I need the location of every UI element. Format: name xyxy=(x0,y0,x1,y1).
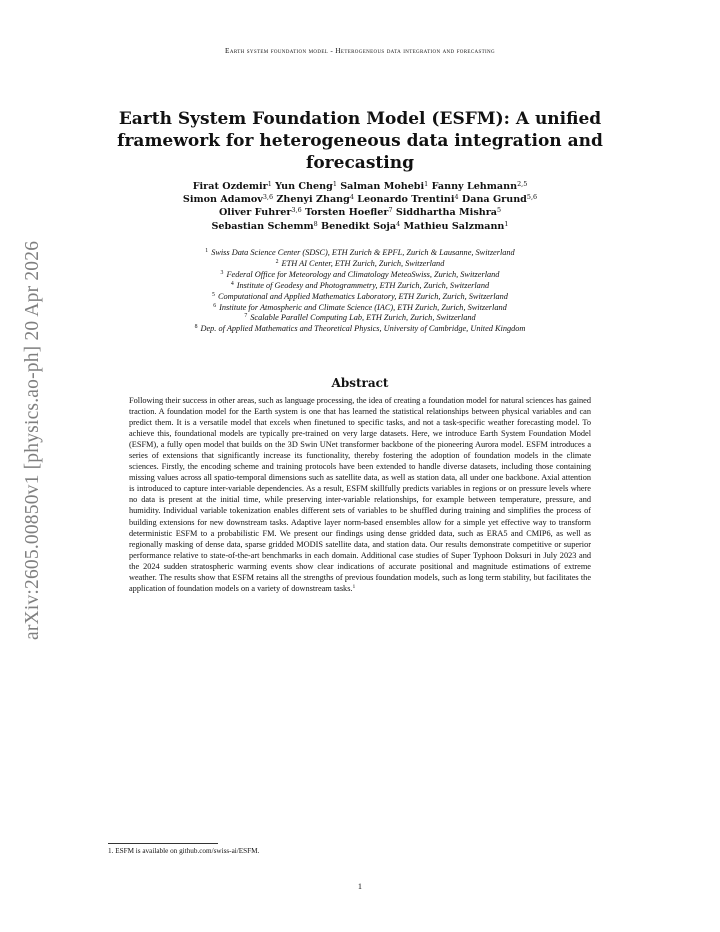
author-name: Mathieu Salzmann xyxy=(403,220,505,232)
affiliation-text: ETH AI Center, ETH Zurich, Zurich, Switzerland xyxy=(281,258,445,268)
author-list xyxy=(100,180,620,233)
affiliation xyxy=(90,324,630,335)
affiliation-number: 2 xyxy=(275,258,279,265)
affiliation-number: 4 xyxy=(230,280,234,287)
affiliation xyxy=(90,270,630,281)
author-name: Zhenyi Zhang xyxy=(276,194,350,206)
affiliation xyxy=(90,313,630,324)
author-name: Firat Ozdemir xyxy=(192,181,268,192)
affiliation-text: Federal Office for Meteorology and Climatology MeteoSwiss, Zurich, Switzerland xyxy=(226,269,500,279)
author-affil-mark: 4 xyxy=(349,193,354,202)
page-number: 1 xyxy=(357,882,363,891)
abstract-text: Following their success in other areas, such as language processing, the idea of creating a foundation model for natural sciences has gained traction. A foundation model for the Earth system is one that has learned the statistical relationships between physical variables and can predict them. It is a versatile model that excels when finetuned to specific tasks, and not a task-specific weather forecasting model. To achieve this, foundational models are typically pre-trained on very large datasets. Here, we introduce Earth System Foundation Model (ESFM), a fully open model that builds on the 3D Swin UNet transformer backbone of the pioneering Aurora model. ESFM introduces a series of extensions that significantly increase its functionality, thereby fostering the adoption of foundation models in the climate sciences. Firstly, the encoding scheme and training protocols have been extended to handle diverse datasets, including those containing missing values across all spatio-temporal dimensions such as satellite data, as well as station data, all under one backbone. Axial attention is introduced to capture inter-variable dependencies. As a result, ESFM skillfully predicts variables in regions or on pressure levels where no data is present at the initial time, while preserving inter-variable relationships, for example between temperature, pressure, and humidity. Individual variable tokenization enables different sets of variables to be shuffled during training and simplifies the process of building extensions for new downstream tasks. Adaptive layer norm-based ensembles allow for a simple yet effective way to transform deterministic ESFM to a probabilistic FM. We present our findings using dense gridded data, such as ERA5 and CMIP6, as well as regionally masking of dense data, sparse gridded MODIS satellite data, and station data. Our results demonstrate competitive or superior performance relative to state-of-the-art benchmarks in each domain. Additional case studies of Super Typhoon Doksuri in July 2023 and the 2024 sudden stratospheric warming events show clear indications of accurate positional and magnitude estimations of extreme weather. The results show that ESFM retains all the strengths of previous foundation models, such as long term stability, but facilitates the application of foundation models on a variety of downstream tasks. xyxy=(129,396,591,593)
author-affil-mark: 3,6 xyxy=(291,206,302,215)
running-head: Earth system foundation model - Heterogeneous data integration and forecasting xyxy=(225,46,495,55)
affiliation xyxy=(90,259,630,270)
author-name: Siddhartha Mishra xyxy=(395,207,497,219)
affiliation xyxy=(90,292,630,303)
affiliation-text: Computational and Applied Mathematics Laboratory, ETH Zurich, Zurich, Switzerland xyxy=(217,291,508,301)
affiliation-number: 3 xyxy=(220,269,224,276)
author-name: Dana Grund xyxy=(461,194,527,206)
affiliation xyxy=(90,248,630,259)
abstract-footnote-mark: 1 xyxy=(352,583,356,590)
footnote-divider xyxy=(108,843,218,844)
author-name: Simon Adamov xyxy=(182,194,263,206)
affiliation-number: 7 xyxy=(244,313,248,320)
author-affil-mark: 5,6 xyxy=(526,193,538,202)
abstract-body xyxy=(129,395,591,594)
author-line xyxy=(100,220,620,233)
affiliation-text: Institute for Atmospheric and Climate Science (IAC), ETH Zurich, Zurich, Switzerland xyxy=(219,302,507,312)
author-name: Salman Mohebi xyxy=(340,181,425,192)
affiliation-number: 5 xyxy=(212,291,215,298)
affiliation xyxy=(90,281,630,292)
affiliation-text: Institute of Geodesy and Photogrammetry, ETH Zurich, Zurich, Switzerland xyxy=(236,280,490,290)
author-affil-mark: 3,6 xyxy=(262,193,274,202)
affiliation-number: 1 xyxy=(205,248,209,254)
author-name: Benedikt Soja xyxy=(321,220,397,232)
author-name: Yun Cheng xyxy=(275,181,333,192)
arxiv-stamp: arXiv:2605.00850v1 [physics.ao-ph] 20 Apr 2026 xyxy=(22,240,43,640)
author-affil-mark: 4 xyxy=(454,193,459,202)
affiliation xyxy=(90,303,630,314)
author-affil-mark: 8 xyxy=(313,219,318,228)
author-line xyxy=(100,206,620,219)
affiliation-number: 6 xyxy=(213,302,217,309)
author-line xyxy=(100,193,620,206)
author-affil-mark: 5 xyxy=(496,206,502,215)
author-name: Oliver Fuhrer xyxy=(218,207,292,219)
author-name: Fanny Lehmann xyxy=(431,181,518,192)
author-affil-mark: 2,5 xyxy=(517,180,528,188)
author-affil-mark: 1 xyxy=(424,180,429,188)
affiliation-list xyxy=(90,248,630,335)
author-name: Torsten Hoefler xyxy=(304,207,389,219)
author-affil-mark: 7 xyxy=(388,206,393,215)
author-affil-mark: 1 xyxy=(504,219,509,228)
author-affil-mark: 1 xyxy=(267,180,272,188)
abstract-heading: Abstract xyxy=(331,376,389,390)
author-affil-mark: 4 xyxy=(396,219,401,228)
author-name: Leonardo Trentini xyxy=(357,194,455,206)
paper-title: Earth System Foundation Model (ESFM): A unified framework for heterogeneous data integration and forecasting xyxy=(117,109,603,173)
author-affil-mark: 1 xyxy=(332,180,337,188)
affiliation-text: Scalable Parallel Computing Lab, ETH Zurich, Zurich, Switzerland xyxy=(250,313,476,323)
affiliation-text: Swiss Data Science Center (SDSC), ETH Zurich & EPFL, Zurich & Lausanne, Switzerland xyxy=(211,248,515,257)
author-name: Sebastian Schemm xyxy=(211,220,314,232)
author-line xyxy=(100,180,620,193)
footnote: 1. ESFM is available on github.com/swiss-ai/ESFM. xyxy=(108,847,260,855)
affiliation-number: 8 xyxy=(194,324,198,331)
affiliation-text: Dep. of Applied Mathematics and Theoretical Physics, University of Cambridge, United Kingdom xyxy=(200,324,526,334)
